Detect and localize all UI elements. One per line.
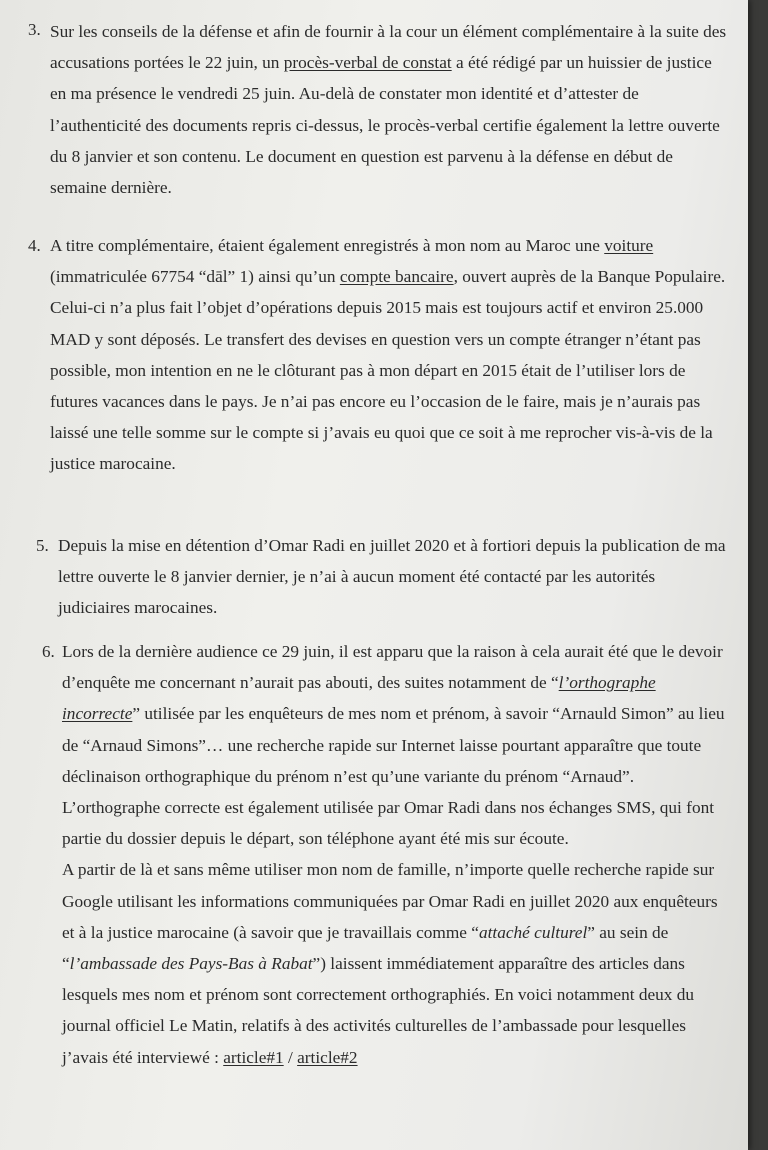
text-run: ” au sein de “ xyxy=(62,922,669,974)
underlined-phrase: procès-verbal de constat xyxy=(283,53,452,73)
italic-phrase: attaché culturel xyxy=(478,922,588,942)
article-link[interactable]: article#2 xyxy=(297,1047,358,1067)
text-run: ” utilisée par les enquêteurs de mes nom et prénom, à savoir “Arnauld Simon” au lieu de “Arnaud Simons”… une recherche rapide sur Internet laisse pourtant apparaître que toute déclinaison orthographique du prénom n’est qu’une variante du prénom “Arnaud”. L’orthographe correcte est également utilisée par Omar Radi dans nos échanges SMS, qui font partie du dossier depuis le départ, son téléphone ayant été mis sur écoute. xyxy=(62,704,725,849)
underlined-phrase: voiture xyxy=(604,236,654,255)
paragraph-text xyxy=(58,530,728,624)
text-run: Depuis la mise en détention d’Omar Radi en juillet 2020 et à fortiori depuis la publication de ma lettre ouverte le 8 janvier dernier, je n’ai à aucun moment été contacté par les autorités judiciaires marocaines. xyxy=(58,536,726,618)
text-run: ”) laissent immédiatement apparaître des articles dans lesquels mes nom et prénom sont correctement orthographiés. En voici notamment deux du journal officiel Le Matin, relatifs à des activités culturelles de l’ambassade pour lesquelles j’avais été interviewé : xyxy=(62,954,695,1067)
paragraph-5 xyxy=(28,530,728,624)
paragraph-text xyxy=(62,636,728,1073)
text-run: (immatriculée 67754 “dāl” 1) ainsi qu’un xyxy=(50,267,340,287)
paragraph-number: 3. xyxy=(28,20,41,39)
paragraph-number: 6. xyxy=(42,642,55,661)
paragraph-text xyxy=(50,230,728,480)
text-run: / xyxy=(283,1047,298,1067)
text-run: Sur les conseils de la défense et afin de fournir à la cour un élément complémentaire à la suite des accusations portées le 22 juin, un xyxy=(50,22,727,73)
paragraph-text xyxy=(50,16,728,203)
paragraph-4 xyxy=(28,230,728,480)
text-run: a été rédigé par un huissier de justice en ma présence le vendredi 25 juin. Au-delà de constater mon identité et d’attester de l’authenticité des documents repris ci-dessus, le procès-verbal certifie également la lettre ouverte du 8 janvier et son contenu. Le document en question est parvenu à la défense en début de semaine dernière. xyxy=(50,53,720,198)
paragraph-6 xyxy=(28,636,728,1073)
text-run: A partir de là et sans même utiliser mon nom de famille, n’importe quelle recherche rapide sur Google utilisant les informations communiquées par Omar Radi en juillet 2020 aux enquêteurs et à la justice marocaine (à savoir que je travaillais comme “ xyxy=(62,860,718,942)
text-run: , ouvert auprès de la Banque Populaire. Celui-ci n’a plus fait l’objet d’opérations depuis 2015 mais est toujours actif et environ 25.000 MAD y sont déposés. Le transfert des devises en question vers un compte étranger n’étant pas possible, mon intention en ne le clôturant pas à mon départ en 2015 était de l’utiliser lors de futures vacances dans le pays. Je n’ai pas encore eu l’occasion de le faire, mais je n’aurais pas laissé une telle somme sur le compte si j’avais eu quoi que ce soit à me reprocher vis-à-vis de la justice marocaine. xyxy=(50,267,726,474)
underlined-phrase: l’orthographe incorrecte xyxy=(62,673,656,724)
article-link[interactable]: article#1 xyxy=(223,1047,284,1067)
text-run: A titre complémentaire, étaient également enregistrés à mon nom au Maroc une xyxy=(50,236,605,255)
paragraph-3 xyxy=(28,14,728,203)
paragraph-number: 4. xyxy=(28,236,41,255)
paragraph-number: 5. xyxy=(36,536,49,555)
underlined-phrase: compte bancaire xyxy=(339,267,454,287)
italic-phrase: l’ambassade des Pays-Bas à Rabat xyxy=(69,954,313,974)
text-run: Lors de la dernière audience ce 29 juin, il est apparu que la raison à cela aurait été que le devoir d’enquête me concernant n’aurait pas abouti, des suites notamment de “ xyxy=(62,642,723,693)
